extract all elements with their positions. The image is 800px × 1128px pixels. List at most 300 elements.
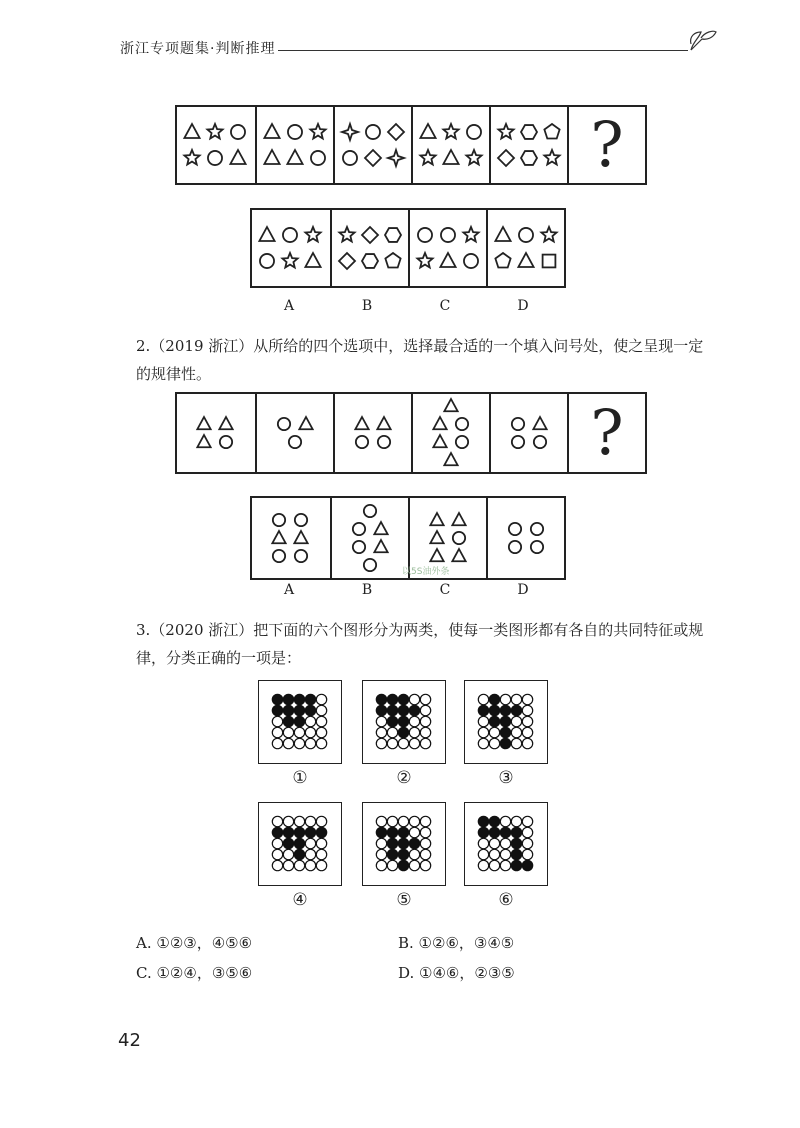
star4-shape — [342, 124, 358, 140]
circle-shape — [289, 436, 301, 448]
circle-shape — [364, 559, 376, 571]
star-shape — [443, 124, 458, 138]
filled-dot — [478, 705, 488, 715]
empty-dot — [500, 838, 510, 848]
sprout-icon — [685, 28, 719, 52]
empty-dot — [272, 860, 282, 870]
running-header-title: 浙江专项题集·判断推理 — [120, 41, 276, 57]
circle-shape — [283, 228, 297, 242]
circle-shape — [311, 151, 325, 165]
empty-dot — [489, 849, 499, 859]
filled-dot — [294, 716, 304, 726]
question-mark: ? — [590, 108, 624, 181]
empty-dot — [522, 816, 532, 826]
empty-dot — [511, 816, 521, 826]
empty-dot — [420, 738, 430, 748]
empty-dot — [272, 849, 282, 859]
empty-dot — [420, 860, 430, 870]
filled-dot — [398, 860, 408, 870]
empty-dot — [409, 727, 419, 737]
circle-shape — [453, 532, 465, 544]
q2-question-text: 2.（2019 浙江）从所给的四个选项中，选择最合适的一个填入问号处，使之呈现一定的规律性。 — [136, 337, 704, 383]
q3-figure-label-4: ④ — [292, 890, 308, 910]
q2-option-cell-1[interactable] — [252, 498, 330, 578]
filled-dot — [283, 827, 293, 837]
filled-dot — [294, 838, 304, 848]
filled-dot — [398, 838, 408, 848]
option-label-d: D — [517, 582, 529, 598]
filled-dot — [522, 860, 532, 870]
triangle-shape — [430, 531, 443, 543]
option-label-c: C — [439, 298, 451, 314]
empty-dot — [272, 816, 282, 826]
empty-dot — [398, 738, 408, 748]
triangle-shape — [230, 150, 245, 164]
empty-dot — [522, 738, 532, 748]
triangle-shape — [299, 417, 312, 429]
circle-shape — [534, 436, 546, 448]
figure-panel — [177, 394, 253, 472]
triangle-shape — [355, 417, 368, 429]
q1-sequence-cell-4 — [411, 107, 489, 183]
empty-dot — [478, 694, 488, 704]
empty-dot — [305, 738, 315, 748]
triangle-shape — [433, 435, 446, 447]
empty-dot — [500, 694, 510, 704]
empty-dot — [420, 716, 430, 726]
circle-shape — [456, 418, 468, 430]
empty-dot — [489, 727, 499, 737]
filled-dot — [272, 694, 282, 704]
q3-option-a[interactable]: A. ①②③，④⑤⑥ — [136, 934, 253, 952]
circle-shape — [364, 505, 376, 517]
q2-sequence-strip — [175, 392, 647, 474]
q1-option-cell-4[interactable] — [486, 210, 564, 286]
star-shape — [498, 124, 513, 138]
empty-dot — [522, 694, 532, 704]
q3-figure-6 — [464, 802, 548, 886]
circle-shape — [464, 254, 478, 268]
triangle-shape — [184, 124, 199, 138]
empty-dot — [478, 860, 488, 870]
q3-option-d[interactable]: D. ①④⑥，②③⑤ — [398, 964, 515, 982]
filled-dot — [500, 738, 510, 748]
triangle-shape — [420, 124, 435, 138]
star4-shape — [388, 150, 404, 166]
empty-dot — [316, 716, 326, 726]
star-shape — [420, 150, 435, 164]
dot-grid — [259, 681, 340, 762]
diamond-shape — [365, 150, 381, 166]
filled-dot — [387, 694, 397, 704]
circle-shape — [208, 151, 222, 165]
triangle-shape — [495, 227, 510, 241]
q1-option-cell-2[interactable] — [330, 210, 408, 286]
figure-panel — [332, 210, 408, 286]
q3-figure-5 — [362, 802, 446, 886]
empty-dot — [478, 738, 488, 748]
empty-dot — [294, 727, 304, 737]
filled-dot — [398, 694, 408, 704]
square-shape — [543, 255, 556, 268]
dot-grid — [363, 803, 444, 884]
empty-dot — [409, 827, 419, 837]
empty-dot — [272, 727, 282, 737]
empty-dot — [283, 738, 293, 748]
circle-shape — [273, 550, 285, 562]
empty-dot — [305, 849, 315, 859]
filled-dot — [398, 727, 408, 737]
filled-dot — [387, 705, 397, 715]
diamond-shape — [339, 253, 355, 269]
filled-dot — [294, 705, 304, 715]
filled-dot — [478, 827, 488, 837]
filled-dot — [511, 827, 521, 837]
filled-dot — [511, 838, 521, 848]
question-mark: ? — [590, 396, 624, 469]
triangle-shape — [305, 253, 320, 267]
q3-option-b[interactable]: B. ①②⑥，③④⑤ — [398, 934, 515, 952]
triangle-shape — [374, 522, 387, 534]
empty-dot — [500, 816, 510, 826]
dot-grid — [363, 681, 444, 762]
filled-dot — [500, 727, 510, 737]
empty-dot — [376, 738, 386, 748]
star-shape — [339, 227, 354, 241]
circle-shape — [456, 436, 468, 448]
figure-panel — [257, 394, 333, 472]
filled-dot — [316, 827, 326, 837]
option-label-d: D — [517, 298, 529, 314]
circle-shape — [509, 523, 521, 535]
empty-dot — [387, 860, 397, 870]
pentagon-shape — [495, 253, 510, 267]
filled-dot — [294, 827, 304, 837]
empty-dot — [522, 849, 532, 859]
circle-shape — [441, 228, 455, 242]
filled-dot — [489, 716, 499, 726]
empty-dot — [409, 694, 419, 704]
filled-dot — [283, 705, 293, 715]
q3-figure-label-1: ① — [292, 768, 308, 788]
empty-dot — [420, 827, 430, 837]
q1-sequence-cell-5 — [489, 107, 567, 183]
option-label-b: B — [361, 582, 373, 598]
triangle-shape — [444, 399, 457, 411]
filled-dot — [387, 716, 397, 726]
empty-dot — [316, 694, 326, 704]
triangle-shape — [443, 150, 458, 164]
empty-dot — [305, 860, 315, 870]
empty-dot — [409, 738, 419, 748]
empty-dot — [305, 838, 315, 848]
filled-dot — [489, 705, 499, 715]
figure-panel — [177, 107, 253, 183]
empty-dot — [316, 705, 326, 715]
page-number: 42 — [118, 1030, 141, 1051]
circle-shape — [378, 436, 390, 448]
triangle-shape — [452, 549, 465, 561]
hexagon-shape — [362, 254, 378, 268]
hexagon-shape — [385, 228, 401, 242]
circle-shape — [519, 228, 533, 242]
star-shape — [466, 150, 481, 164]
figure-panel — [252, 210, 328, 286]
empty-dot — [398, 816, 408, 826]
filled-dot — [398, 716, 408, 726]
empty-dot — [489, 838, 499, 848]
dot-grid — [465, 803, 546, 884]
filled-dot — [489, 816, 499, 826]
q2-option-cell-2[interactable] — [330, 498, 408, 578]
star-shape — [305, 227, 320, 241]
diamond-shape — [498, 150, 514, 166]
star-shape — [310, 124, 325, 138]
empty-dot — [316, 849, 326, 859]
empty-dot — [511, 694, 521, 704]
triangle-shape — [272, 531, 285, 543]
empty-dot — [478, 849, 488, 859]
q3-figure-label-2: ② — [396, 768, 412, 788]
star-shape — [207, 124, 222, 138]
figure-panel — [491, 107, 567, 183]
empty-dot — [316, 860, 326, 870]
filled-dot — [398, 827, 408, 837]
filled-dot — [409, 705, 419, 715]
q3-figure-2 — [362, 680, 446, 764]
filled-dot — [500, 705, 510, 715]
empty-dot — [489, 860, 499, 870]
filled-dot — [500, 716, 510, 726]
star-shape — [541, 227, 556, 241]
empty-dot — [409, 860, 419, 870]
empty-dot — [316, 838, 326, 848]
empty-dot — [305, 716, 315, 726]
empty-dot — [409, 816, 419, 826]
triangle-shape — [197, 417, 210, 429]
filled-dot — [387, 849, 397, 859]
filled-dot — [511, 860, 521, 870]
hexagon-shape — [521, 151, 537, 165]
empty-dot — [522, 727, 532, 737]
empty-dot — [294, 738, 304, 748]
star-shape — [184, 150, 199, 164]
filled-dot — [283, 694, 293, 704]
hexagon-shape — [521, 125, 537, 139]
figure-panel — [491, 394, 567, 472]
filled-dot — [387, 838, 397, 848]
triangle-shape — [444, 453, 457, 465]
q2-option-labels — [250, 582, 562, 598]
circle-shape — [353, 523, 365, 535]
q3-question-text: 3.（2020 浙江）把下面的六个图形分为两类，使每一类图形都有各自的共同特征或规律，分类正确的一项是： — [136, 621, 704, 667]
circle-shape — [278, 418, 290, 430]
filled-dot — [511, 849, 521, 859]
q2-option-cell-4[interactable] — [486, 498, 564, 578]
filled-dot — [305, 827, 315, 837]
filled-dot — [489, 827, 499, 837]
filled-dot — [511, 705, 521, 715]
q1-sequence-cell-2 — [255, 107, 333, 183]
triangle-shape — [533, 417, 546, 429]
q3-figure-label-6: ⑥ — [498, 890, 514, 910]
triangle-shape — [264, 150, 279, 164]
figure-panel — [488, 210, 564, 286]
q3-figure-3 — [464, 680, 548, 764]
triangle-shape — [518, 253, 533, 267]
empty-dot — [511, 727, 521, 737]
q1-sequence-cell-3 — [333, 107, 411, 183]
circle-shape — [531, 541, 543, 553]
figure-panel — [413, 107, 489, 183]
circle-shape — [260, 254, 274, 268]
filled-dot — [294, 849, 304, 859]
q1-options-strip[interactable] — [250, 208, 566, 288]
dot-grid — [259, 803, 340, 884]
q1-option-cell-3[interactable] — [408, 210, 486, 286]
pentagon-shape — [385, 253, 400, 267]
diamond-shape — [362, 227, 378, 243]
empty-dot — [409, 849, 419, 859]
empty-dot — [387, 738, 397, 748]
empty-dot — [511, 738, 521, 748]
filled-dot — [398, 705, 408, 715]
triangle-shape — [377, 417, 390, 429]
filled-dot — [489, 694, 499, 704]
filled-dot — [387, 827, 397, 837]
circle-shape — [295, 514, 307, 526]
watermark-text: 以5S油外条 — [402, 567, 450, 577]
triangle-shape — [219, 417, 232, 429]
triangle-shape — [433, 417, 446, 429]
figure-panel — [413, 394, 489, 472]
filled-dot — [283, 716, 293, 726]
empty-dot — [420, 816, 430, 826]
q3-figure-1 — [258, 680, 342, 764]
star-shape — [463, 227, 478, 241]
figure-panel — [410, 210, 486, 286]
filled-dot — [272, 827, 282, 837]
triangle-shape — [430, 549, 443, 561]
filled-dot — [376, 827, 386, 837]
empty-dot — [294, 860, 304, 870]
circle-shape — [509, 541, 521, 553]
empty-dot — [376, 860, 386, 870]
empty-dot — [283, 816, 293, 826]
empty-dot — [272, 716, 282, 726]
triangle-shape — [430, 513, 443, 525]
empty-dot — [376, 727, 386, 737]
empty-dot — [500, 849, 510, 859]
empty-dot — [522, 716, 532, 726]
empty-dot — [283, 860, 293, 870]
empty-dot — [420, 849, 430, 859]
triangle-shape — [374, 540, 387, 552]
empty-dot — [376, 849, 386, 859]
empty-dot — [420, 694, 430, 704]
option-label-c: C — [439, 582, 451, 598]
q1-sequence-cell-1 — [177, 107, 255, 183]
option-label-a: A — [283, 582, 295, 598]
circle-shape — [366, 125, 380, 139]
q1-option-labels — [250, 298, 562, 314]
triangle-shape — [452, 513, 465, 525]
filled-dot — [283, 838, 293, 848]
q3-option-c[interactable]: C. ①②④，③⑤⑥ — [136, 964, 253, 982]
q1-option-cell-1[interactable] — [252, 210, 330, 286]
q2-sequence-cell-5 — [489, 394, 567, 472]
empty-dot — [478, 727, 488, 737]
circle-shape — [273, 514, 285, 526]
circle-shape — [353, 541, 365, 553]
empty-dot — [478, 716, 488, 726]
q2-sequence-cell-3 — [333, 394, 411, 472]
empty-dot — [316, 727, 326, 737]
empty-dot — [420, 727, 430, 737]
empty-dot — [522, 838, 532, 848]
empty-dot — [522, 827, 532, 837]
triangle-shape — [264, 124, 279, 138]
filled-dot — [272, 705, 282, 715]
q3-figure-label-5: ⑤ — [396, 890, 412, 910]
filled-dot — [398, 849, 408, 859]
filled-dot — [500, 827, 510, 837]
star-shape — [544, 150, 559, 164]
dot-grid — [465, 681, 546, 762]
filled-dot — [294, 694, 304, 704]
empty-dot — [376, 838, 386, 848]
triangle-shape — [287, 150, 302, 164]
filled-dot — [376, 705, 386, 715]
empty-dot — [489, 738, 499, 748]
empty-dot — [420, 705, 430, 715]
empty-dot — [500, 860, 510, 870]
figure-panel — [488, 498, 564, 578]
circle-shape — [512, 436, 524, 448]
filled-dot — [376, 694, 386, 704]
circle-shape — [231, 125, 245, 139]
figure-panel — [257, 107, 333, 183]
empty-dot — [387, 816, 397, 826]
empty-dot — [283, 849, 293, 859]
triangle-shape — [440, 253, 455, 267]
pentagon-shape — [544, 124, 559, 138]
circle-shape — [295, 550, 307, 562]
empty-dot — [316, 816, 326, 826]
figure-panel — [252, 498, 328, 578]
q2-sequence-cell-2 — [255, 394, 333, 472]
triangle-shape — [197, 435, 210, 447]
q2-sequence-question-cell — [567, 394, 645, 472]
q3-figure-4 — [258, 802, 342, 886]
diamond-shape — [388, 124, 404, 140]
figure-panel — [335, 394, 411, 472]
empty-dot — [316, 738, 326, 748]
empty-dot — [409, 716, 419, 726]
filled-dot — [409, 838, 419, 848]
empty-dot — [305, 816, 315, 826]
circle-shape — [288, 125, 302, 139]
circle-shape — [343, 151, 357, 165]
q3-figure-label-3: ③ — [498, 768, 514, 788]
circle-shape — [512, 418, 524, 430]
empty-dot — [376, 816, 386, 826]
figure-panel — [335, 107, 411, 183]
star-shape — [417, 253, 432, 267]
empty-dot — [294, 816, 304, 826]
empty-dot — [387, 727, 397, 737]
empty-dot — [522, 705, 532, 715]
